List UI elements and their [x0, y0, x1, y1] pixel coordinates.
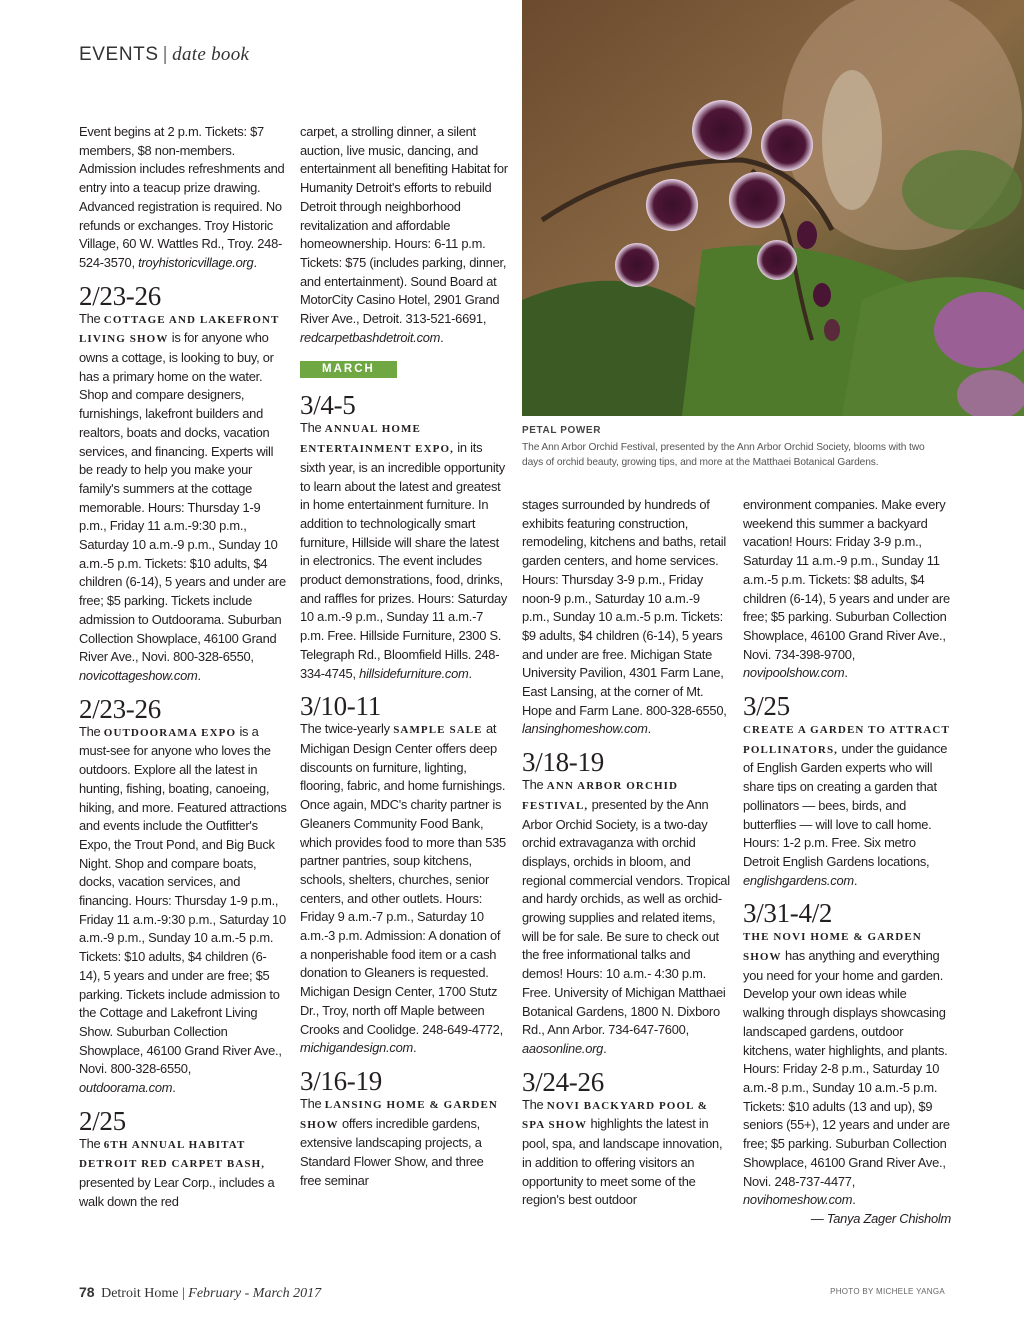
photo-credit: PHOTO BY MICHELE YANGA — [830, 1287, 945, 1296]
event-name: 6TH ANNUAL HABITAT DETROIT RED CARPET BASH, — [79, 1138, 266, 1171]
event-continuation: Event begins at 2 p.m. Tickets: $7 members, $8 non-members. Admission includes refreshments and entry into a teacup prize drawing. Advanced registration is required. No refunds or exchanges. Troy Historic Village, 60 W. Wattles Rd., Troy. 248-524-3570, troyhistoricvillage.org. — [79, 124, 285, 270]
event-description: The twice-yearly SAMPLE SALE at Michigan Design Center offers deep discounts on furniture, lighting, flooring, fabric, and home furnishings. Once again, MDC's charity partner is Gleaners Community Food Bank, which provides food to more than 535 partner pantries, soup kitchens, schools, shelters, churches, senior centers, and other outlets. Hours: Friday 9 a.m.-7 p.m., Saturday 10 a.m.-3 p.m. Admission: A donation of a nonperishable food item or a cash donation to Gleaners is requested. Michigan Design Center, 1700 Stutz Dr., Troy, north off Maple between Crooks and Coolidge. 248-649-4772, michigandesign.com. — [300, 721, 506, 1056]
event-date: 3/18-19 — [522, 747, 604, 778]
section-subtitle: date book — [172, 44, 250, 65]
event-text: presented by Lear Corp., includes a walk down the red — [79, 1175, 275, 1209]
event-url: lansinghomeshow.com — [522, 721, 648, 737]
event-description: The ANNUAL HOME ENTERTAINMENT EXPO, in its sixth year, is an incredible opportunity to learn about the latest and greatest in home entertainment furniture. In addition to technologically smart furniture, Hillside will share the latest in electronics. The event includes product demonstrations, food, drinks, and raffles for prizes. Hours: Saturday 10 a.m.-9 p.m., Sunday 11 a.m.-7 p.m. Free. Hillside Furniture, 2300 S. Telegraph Rd., Bloomfield Hills. 248-334-4745, hillsidefurniture.com. — [300, 420, 508, 681]
event-name: NOVI BACKYARD POOL & SPA SHOW — [522, 1099, 709, 1132]
event-text: Event begins at 2 p.m. Tickets: $7 members, $8 non-members. Admission includes refreshments and entry into a teacup prize drawing. Advanced registration is required. No refunds or exchanges. Troy Historic Village, 60 W. Wattles Rd., Troy. 248-524-3570, — [79, 124, 285, 270]
event-text: presented by the Ann Arbor Orchid Society, is a two-day orchid extravaganza with orchid displays, orchids in bloom, and regional commercial vendors. Tropical and hardy orchids, as well as orchid-growing supplies and related items, will be for sale. Be sure to check out the free informational talks and demos! Hours: 10 a.m.- 4:30 p.m. Free. University of Michigan Matthaei Botanical Gardens, 1800 N. Dixboro Rd., Ann Arbor. 734-647-7600, — [522, 796, 730, 1038]
header-divider: | — [162, 44, 169, 65]
event-url: hillsidefurniture.com — [359, 665, 469, 681]
column-1 — [79, 123, 287, 1212]
event-name: LANSING HOME & GARDEN SHOW — [300, 1098, 498, 1131]
event-lead: The — [300, 1095, 325, 1111]
event-continuation: carpet, a strolling dinner, a silent auction, live music, dancing, and entertainment all benefiting Habitat for Humanity Detroit's efforts to rebuild Detroit through neighborhood revitalization and affordable homeownership. Hours: 6-11 p.m. Tickets: $75 (includes parking, dinner, and entertainment). Sound Board at MotorCity Casino Hotel, 2901 Grand River Ave., Detroit. 313-521-6691, redcarpetbashdetroit.com. — [300, 124, 508, 345]
month-label: MARCH — [300, 361, 397, 378]
event-date: 3/24-26 — [522, 1066, 604, 1097]
event-description: The COTTAGE AND LAKEFRONT LIVING SHOW is for anyone who owns a cottage, is looking to buy, or has a primary home on the water. Shop and compare designers, furnishings, lakefront builders and realtors, boats and docks, vacation services, and financing. Experts will be ready to help you make your family's summers at the cottage memorable. Hours: Thursday 1-9 p.m., Friday 11 a.m.-9:30 p.m., Saturday 10 a.m.-9 p.m., Sunday 10 a.m.-5 p.m. Tickets: $10 adults, $4 children (6-14), 5 years and under are free; $5 parking. Tickets include admission to Outdoorama. Suburban Collection Showplace, 46100 Grand River Ave., Novi. 800-328-6550, novicottageshow.com. — [79, 310, 286, 683]
event-description — [522, 1096, 730, 1210]
event-url: novihomeshow.com — [743, 1192, 853, 1208]
event-date: 2/23-26 — [79, 693, 161, 724]
event-description: The OUTDOORAMA EXPO is a must-see for anyone who loves the outdoors. Explore all the latest in hunting, fishing, boating, canoeing, hiking, and more. Featured attractions and events include the Outfitter's Expo, the Trout Pond, and Big Buck Night. Shop and compare boats, docks, vacation services, and financing. Hours: Thursday 1-9 p.m., Friday 11 a.m.-9:30 p.m., Saturday 10 a.m.-9 p.m., Sunday 10 a.m.-5 p.m. Tickets: $10 adults, $4 children (6-14), 5 years and under are free; $5 parking. Tickets include admission to the Cottage and Lakefront Living Show. Suburban Collection Showplace, 46100 Grand River Ave., Novi. 800-328-6550, outdoorama.com. — [79, 723, 287, 1096]
event-name: OUTDOORAMA EXPO — [103, 726, 237, 739]
column-3 — [522, 496, 730, 1210]
column-2 — [300, 123, 508, 1190]
event-description — [300, 1095, 508, 1191]
section-label: EVENTS — [79, 44, 159, 65]
event-continuation: environment companies. Make every weekend this summer a backyard vacation! Hours: Friday 3-9 p.m., Saturday 11 a.m.-9 p.m., Sunday 11 a.m.-5 p.m. Tickets: $8 adults, $4 children (6-14), 5 years and under are free; $5 parking. Suburban Collection Showplace, 46100 Grand River Ave., Novi. 734-398-9700, novipoolshow.com. — [743, 497, 950, 681]
event-text: carpet, a strolling dinner, a silent auction, live music, dancing, and entertainment all benefiting Habitat for Humanity Detroit's efforts to rebuild Detroit through neighborhood revitalization and affordable homeownership. Hours: 6-11 p.m. Tickets: $75 (includes parking, dinner, and entertainment). Sound Board at MotorCity Casino Hotel, 2901 Grand River Ave., Detroit. 313-521-6691, — [300, 124, 508, 327]
event-description: CREATE A GARDEN TO ATTRACT POLLINATORS, under the guidance of English Garden experts who will share tips on creating a garden that pollinators — bees, birds, and butterflies — will love to call home. Hours: 1-2 p.m. Free. Six metro Detroit English Gardens locations, englishgardens.com. — [743, 724, 950, 888]
event-name: ANNUAL HOME ENTERTAINMENT EXPO, — [300, 423, 454, 456]
footer-divider: | — [181, 1286, 185, 1301]
author-signature: — Tanya Zager Chisholm — [810, 1210, 951, 1226]
event-name: THE NOVI HOME & GARDEN SHOW — [743, 931, 922, 964]
event-text: offers incredible gardens, extensive landscaping projects, a Standard Flower Show, and three free seminar — [300, 1115, 484, 1188]
event-text: highlights the latest in pool, spa, and landscape innovation, in addition to offering visitors an opportunity to meet some of the region's best outdoor — [522, 1116, 723, 1208]
event-lead: The — [522, 1096, 547, 1112]
event-lead: The — [522, 777, 547, 793]
event-url: redcarpetbashdetroit.com — [300, 329, 441, 345]
event-name: CREATE A GARDEN TO ATTRACT POLLINATORS, — [743, 724, 950, 756]
event-description: The ANN ARBOR ORCHID FESTIVAL, presented by the Ann Arbor Orchid Society, is a two-day orchid extravaganza with orchid displays, orchids in bloom, and regional commercial vendors. Tropical and hardy orchids, as well as orchid-growing supplies and related items, will be for sale. Be sure to check out the free informational talks and demos! Hours: 10 a.m.- 4:30 p.m. Free. University of Michigan Matthaei Botanical Gardens, 1800 N. Dixboro Rd., Ann Arbor. 734-647-7600, aaosonline.org. — [522, 777, 730, 1056]
section-header — [79, 44, 249, 66]
event-lead: The — [79, 723, 104, 739]
event-name: ANN ARBOR ORCHID FESTIVAL, — [522, 780, 679, 812]
column-4 — [743, 496, 951, 1229]
event-description — [79, 1135, 287, 1212]
event-date: 3/25 — [743, 691, 790, 722]
event-lead: The — [300, 420, 325, 436]
event-text: in its sixth year, is an incredible opportunity to learn about the latest and greatest in home entertainment furniture. In addition to technologically smart furniture, Hillside will share the latest in electronics. The event includes product demonstrations, food, drinks, and raffles for prizes. Hours: Saturday 10 a.m.-9 p.m., Sunday 11 a.m.-7 p.m. Free. Hillside Furniture, 2300 S. Telegraph Rd., Bloomfield Hills. 248-334-4745, — [300, 440, 508, 681]
event-text: is for anyone who owns a cottage, is looking to buy, or has a primary home on the water. Shop and compare designers, furnishings, lakefront builders and realtors, boats and docks, vacation services, and financing. Experts will be ready to help you make your family's summers at the cottage memorable. Hours: Thursday 1-9 p.m., Friday 11 a.m.-9:30 p.m., Saturday 10 a.m.-9 p.m., Sunday 10 a.m.-5 p.m. Tickets: $10 adults, $4 children (6-14), 5 years and under are free; $5 parking. Tickets include admission to Outdoorama. Suburban Collection Showplace, 46100 Grand River Ave., Novi. 800-328-6550, — [79, 330, 286, 665]
event-lead: The — [79, 310, 104, 326]
event-text: environment companies. Make every weekend this summer a backyard vacation! Hours: Friday 3-9 p.m., Saturday 11 a.m.-9 p.m., Sunday 11 a.m.-5 p.m. Tickets: $8 adults, $4 children (6-14), 5 years and under are free; $5 parking. Suburban Collection Showplace, 46100 Grand River Ave., Novi. 734-398-9700, — [743, 497, 950, 662]
event-text: stages surrounded by hundreds of exhibits featuring construction, remodeling, kitchens and baths, retail garden centers, and home services. Hours: Thursday 3-9 p.m., Friday noon-9 p.m., Saturday 10 a.m.-9 p.m., Sunday 10 a.m.-5 p.m. Tickets: $9 adults, $4 children (6-14), 5 years and under are free. Michigan State University Pavilion, 4301 Farm Lane, East Lansing, at the corner of Mt. Hope and Farm Lane. 800-328-6550, — [522, 497, 727, 718]
event-url: englishgardens.com — [743, 872, 854, 888]
event-url: outdoorama.com — [79, 1080, 173, 1096]
event-name: SAMPLE SALE — [393, 724, 483, 737]
event-text: under the guidance of English Garden experts who will share tips on creating a garden that pollinators — bees, birds, and butterflies — will love to call home. Hours: 1-2 p.m. Free. Six metro Detroit English Gardens locations, — [743, 740, 948, 869]
event-date: 3/4-5 — [300, 390, 356, 421]
caption-title: PETAL POWER — [522, 425, 602, 436]
orchid-photo — [522, 0, 1024, 416]
event-text: at Michigan Design Center offers deep discounts on furniture, lighting, flooring, fabric, and home furnishings. Once again, MDC's charity partner is Gleaners Community Food Bank, which provides food to more than 535 partner pantries, soup kitchens, schools, shelters, churches, senior centers, and other outlets. Hours: Friday 9 a.m.-7 p.m., Saturday 10 a.m.-3 p.m. Admission: A donation of a nonperishable food item or a cash donation to Gleaners is requested. Michigan Design Center, 1700 Stutz Dr., Troy, north off Maple between Crooks and Coolidge. 248-649-4772, — [300, 721, 506, 1037]
caption-text: The Ann Arbor Orchid Festival, presented by the Ann Arbor Orchid Society, blooms with two days of orchid beauty, growing tips, and more at the Matthaei Botanical Gardens. — [522, 442, 925, 468]
event-date: 3/16-19 — [300, 1065, 382, 1096]
event-lead: The — [79, 1135, 104, 1151]
event-date: 3/31-4/2 — [743, 898, 833, 929]
event-date: 2/23-26 — [79, 280, 161, 311]
event-text: has anything and everything you need for your home and garden. Develop your own ideas while walking through displays showcasing landscaped gardens, outdoor kitchens, water highlights, and plants. Hours: Friday 2-8 p.m., Saturday 10 a.m.-8 p.m., Sunday 10 a.m.-5 p.m. Tickets: $10 adults (13 and up), $9 seniors (55+), 12 years and under are free; $5 parking. Suburban Collection Showplace, 46100 Grand River Ave., Novi. 248-737-4477, — [743, 948, 950, 1189]
event-url: troyhistoricvillage.org — [138, 254, 254, 270]
event-text: is a must-see for anyone who loves the outdoors. Explore all the latest in hunting, fishing, boating, canoeing, hiking, and more. Featured attractions and events include the Outfitter's Expo, the Trout Pond, and Big Buck Night. Shop and compare boats, docks, vacation services, and financing. Hours: Thursday 1-9 p.m., Friday 11 a.m.-9:30 p.m., Saturday 10 a.m.-9 p.m., Sunday 10 a.m.-5 p.m. Tickets: $10 adults, $4 children (6-14), 5 years and under are free; $5 parking. Tickets include admission to the Cottage and Lakefront Living Show. Suburban Collection Showplace, 46100 Grand River Ave., Novi. 800-328-6550, — [79, 723, 287, 1077]
event-lead: The twice-yearly — [300, 721, 394, 737]
event-continuation: stages surrounded by hundreds of exhibits featuring construction, remodeling, kitchens and baths, retail garden centers, and home services. Hours: Thursday 3-9 p.m., Friday noon-9 p.m., Saturday 10 a.m.-9 p.m., Sunday 10 a.m.-5 p.m. Tickets: $9 adults, $4 children (6-14), 5 years and under are free. Michigan State University Pavilion, 4301 Farm Lane, East Lansing, at the corner of Mt. Hope and Farm Lane. 800-328-6550, lansinghomeshow.com. — [522, 497, 727, 737]
page-number: 78 — [79, 1284, 95, 1300]
event-date: 2/25 — [79, 1105, 126, 1136]
event-url: michigandesign.com — [300, 1040, 414, 1056]
orchid-illustration — [522, 0, 1024, 416]
event-url: novipoolshow.com — [743, 665, 845, 681]
page-footer — [79, 1284, 321, 1302]
event-date: 3/10-11 — [300, 691, 381, 722]
event-description: THE NOVI HOME & GARDEN SHOW has anything and everything you need for your home and garden. Develop your own ideas while walking through displays showcasing landscaped gardens, outdoor kitchens, water highlights, and plants. Hours: Friday 2-8 p.m., Saturday 10 a.m.-8 p.m., Sunday 10 a.m.-5 p.m. Tickets: $10 adults (13 and up), $9 seniors (55+), 12 years and under are free; $5 parking. Suburban Collection Showplace, 46100 Grand River Ave., Novi. 248-737-4477, novihomeshow.com. — [743, 931, 950, 1208]
event-url: novicottageshow.com — [79, 667, 198, 683]
issue-date: February - March 2017 — [188, 1286, 322, 1301]
magazine-name: Detroit Home — [101, 1286, 179, 1301]
event-url: aaosonline.org — [522, 1040, 604, 1056]
event-name: COTTAGE AND LAKEFRONT LIVING SHOW — [79, 313, 280, 346]
